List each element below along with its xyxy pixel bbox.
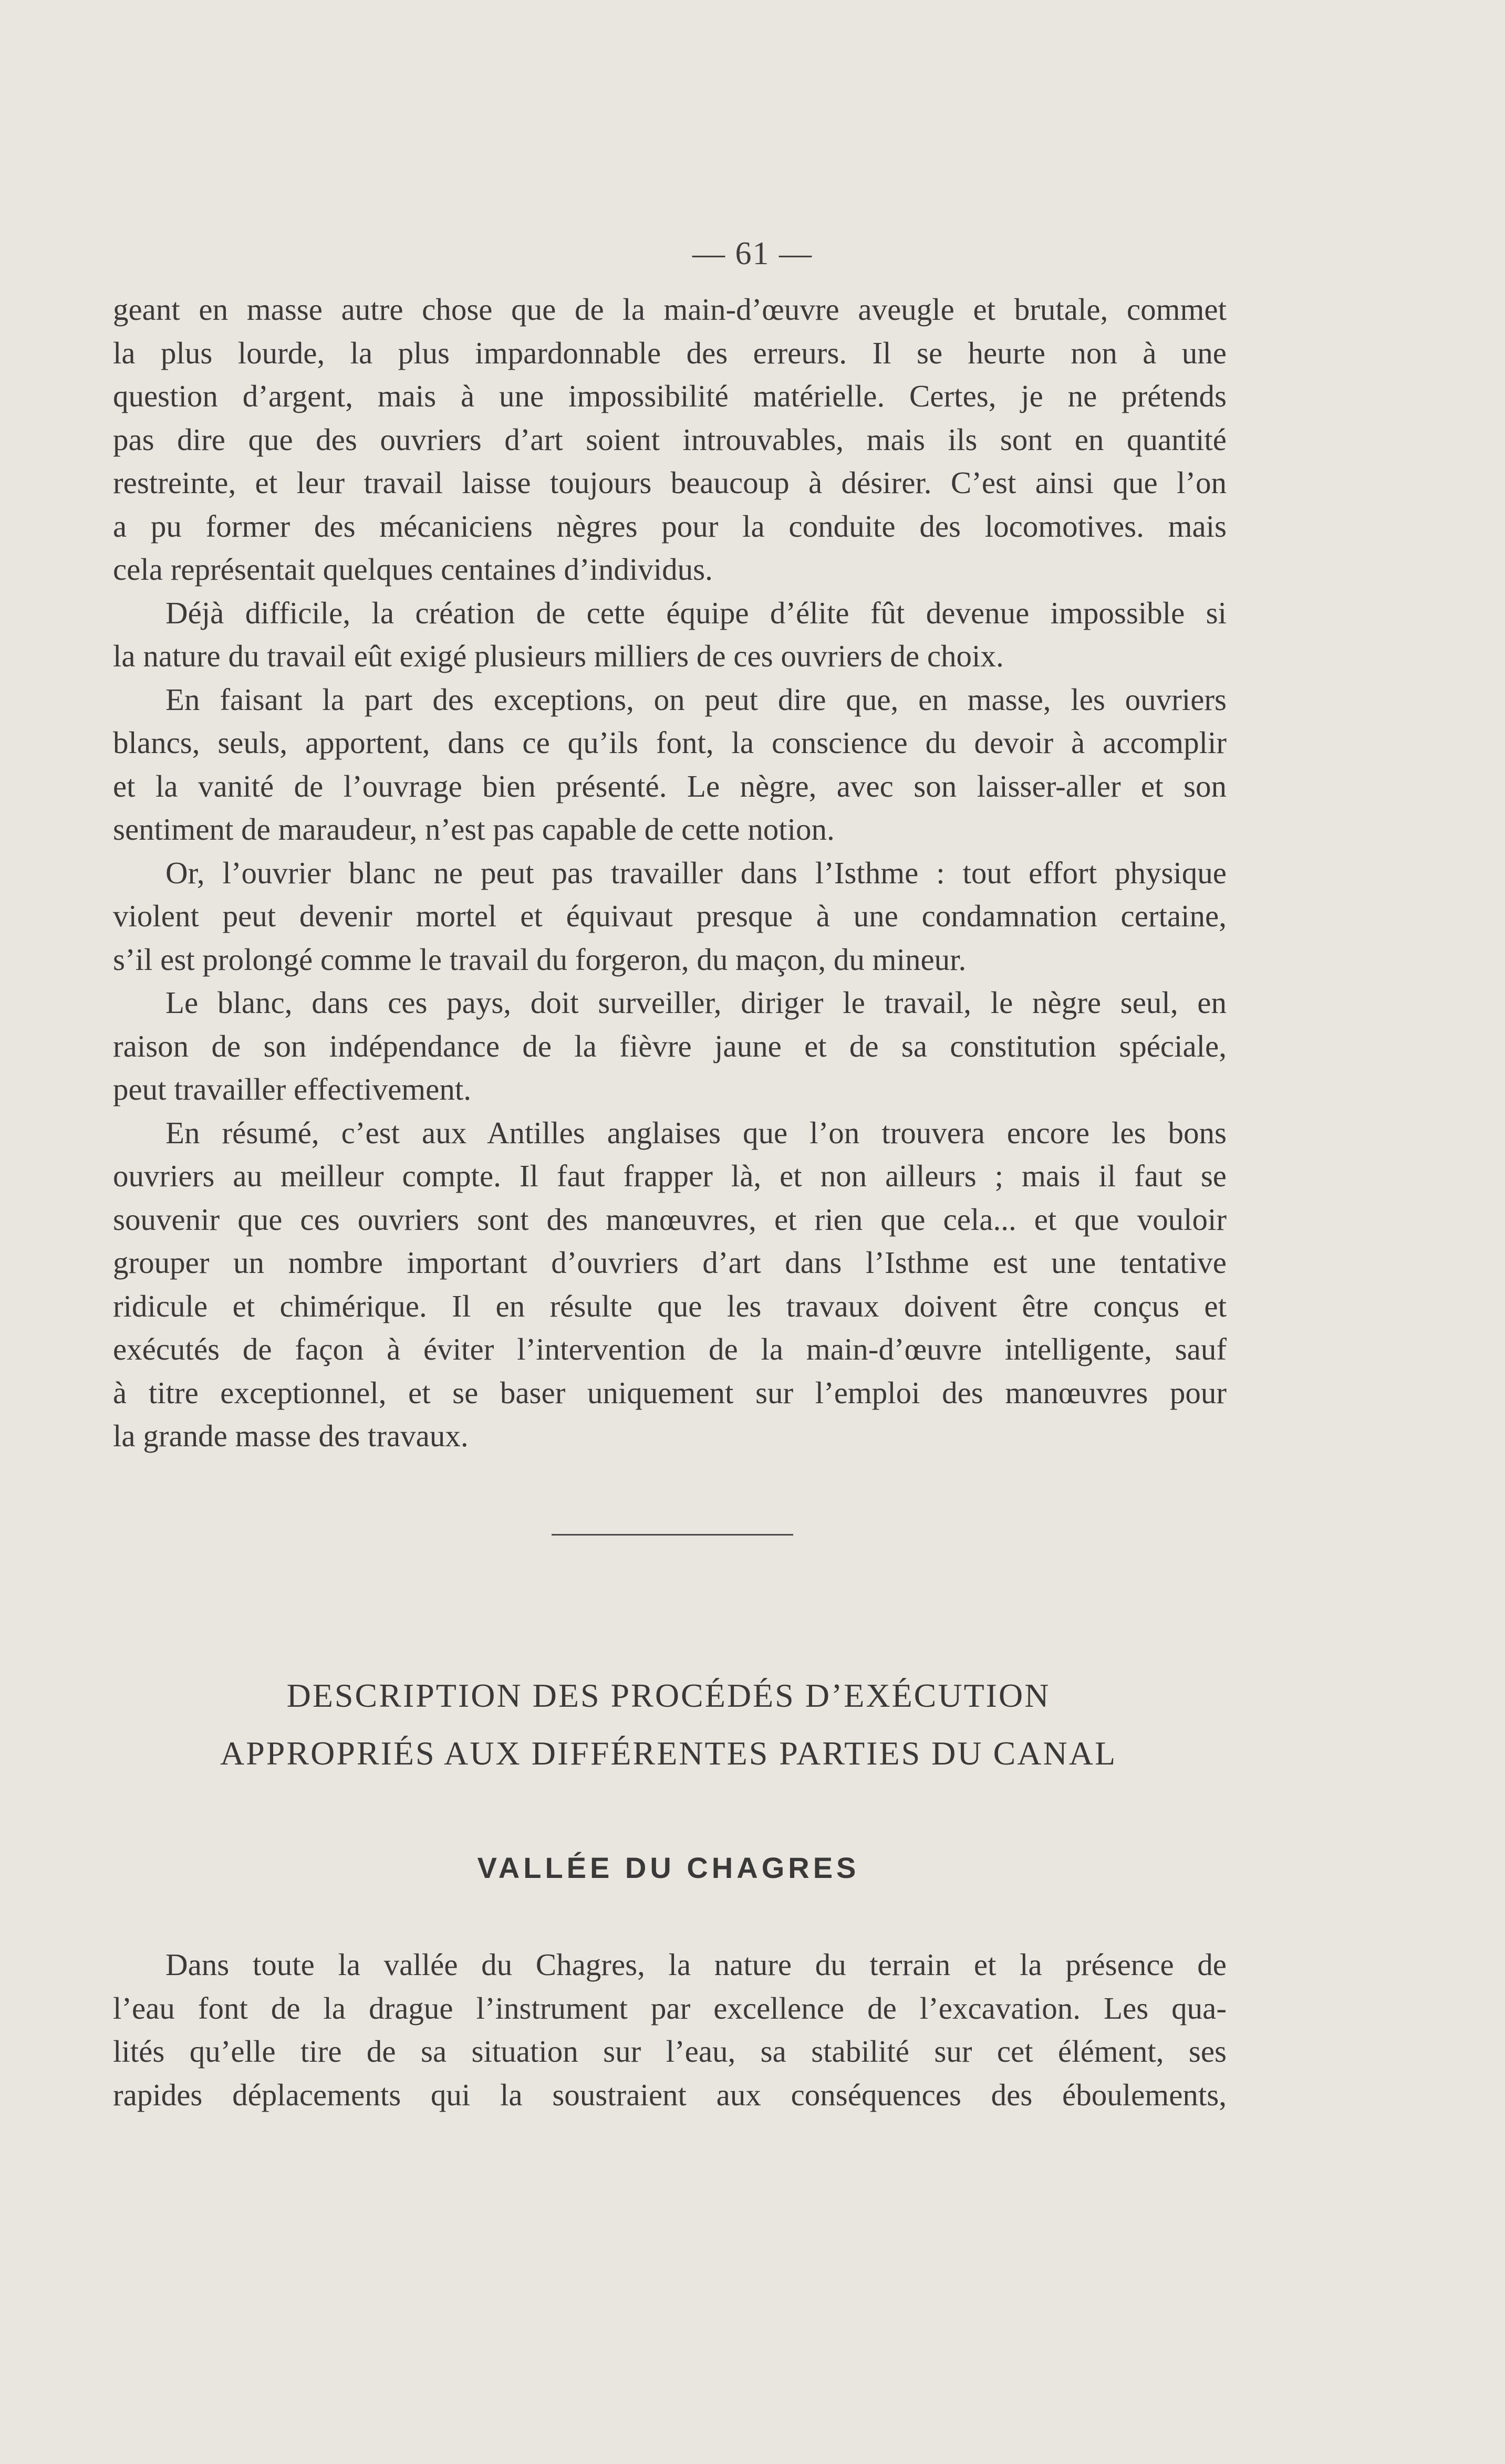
text-line: En faisant la part des exceptions, on peut dire que, en masse, les ouvriers	[165, 682, 1227, 717]
text-line: lités qu’elle tire de sa situation sur l’eau, sa stabilité sur cet élément, ses	[113, 2034, 1227, 2069]
text-line: pas dire que des ouvriers d’art soient introuvables, mais ils sont en quantité	[113, 422, 1227, 457]
text-line: rapides déplacements qui la soustraient aux conséquences des éboulements,	[113, 2077, 1227, 2112]
text-line: la nature du travail eût exigé plusieurs milliers de ces ouvriers de choix.	[113, 639, 1004, 673]
text-line: Déjà difficile, la création de cette équipe d’élite fût devenue impossible si	[165, 595, 1227, 630]
section-title-line-2: APPROPRIÉS AUX DIFFÉRENTES PARTIES DU CANAL	[220, 1735, 1117, 1772]
text-line: Or, l’ouvrier blanc ne peut pas travailler dans l’Isthme : tout effort physique	[165, 855, 1227, 890]
body-text-section-2	[113, 1943, 1227, 2116]
text-line: la grande masse des travaux.	[113, 1418, 469, 1453]
text-line: geant en masse autre chose que de la main-d’œuvre aveugle et brutale, commet	[113, 292, 1227, 327]
section-title-line-1: DESCRIPTION DES PROCÉDÉS D’EXÉCUTION	[286, 1677, 1051, 1714]
text-line: En résumé, c’est aux Antilles anglaises que l’on trouvera encore les bons	[165, 1115, 1227, 1150]
text-line: blancs, seuls, apportent, dans ce qu’ils font, la conscience du devoir à accomplir	[113, 725, 1227, 760]
text-line: exécutés de façon à éviter l’intervention de la main-d’œuvre intelligente, sauf	[113, 1332, 1227, 1366]
text-line: la plus lourde, la plus impardonnable des erreurs. Il se heurte non à une	[113, 335, 1227, 370]
text-line: grouper un nombre important d’ouvriers d’art dans l’Isthme est une tentative	[113, 1245, 1227, 1280]
text-line: restreinte, et leur travail laisse toujours beaucoup à désirer. C’est ainsi que l’on	[113, 465, 1227, 500]
text-line: souvenir que ces ouvriers sont des manœuvres, et rien que cela... et que vouloir	[113, 1202, 1227, 1237]
body-text-section-1	[113, 288, 1227, 1458]
text-line: a pu former des mécaniciens nègres pour la conduite des locomotives. mais	[113, 508, 1227, 544]
page-number: — 61 —	[692, 236, 813, 272]
text-line: Le blanc, dans ces pays, doit surveiller, diriger le travail, le nègre seul, en	[165, 985, 1227, 1020]
text-line: peut travailler effectivement.	[113, 1072, 471, 1106]
text-line: Dans toute la vallée du Chagres, la nature du terrain et la présence de	[165, 1947, 1227, 1982]
text-line: question d’argent, mais à une impossibilité matérielle. Certes, je ne prétends	[113, 379, 1227, 413]
section-subtitle: VALLÉE DU CHAGRES	[477, 1851, 860, 1884]
text-line: cela représentait quelques centaines d’individus.	[113, 552, 713, 587]
text-line: à titre exceptionnel, et se baser uniquement sur l’emploi des manœuvres pour	[113, 1375, 1227, 1410]
text-line: s’il est prolongé comme le travail du forgeron, du maçon, du mineur.	[113, 942, 967, 977]
text-line: l’eau font de la drague l’instrument par excellence de l’excavation. Les qua-	[113, 1990, 1227, 2026]
text-line: et la vanité de l’ouvrage bien présenté. Le nègre, avec son laisser-aller et son	[113, 768, 1227, 803]
text-line: raison de son indépendance de la fièvre jaune et de sa constitution spéciale,	[113, 1028, 1227, 1063]
text-line: ridicule et chimérique. Il en résulte que les travaux doivent être conçus et	[113, 1288, 1227, 1323]
text-line: ouvriers au meilleur compte. Il faut frapper là, et non ailleurs ; mais il faut se	[113, 1158, 1227, 1193]
text-line: violent peut devenir mortel et équivaut presque à une condamnation certaine,	[113, 899, 1227, 933]
text-line: sentiment de maraudeur, n’est pas capable de cette notion.	[113, 812, 835, 847]
section-divider	[552, 1534, 793, 1536]
